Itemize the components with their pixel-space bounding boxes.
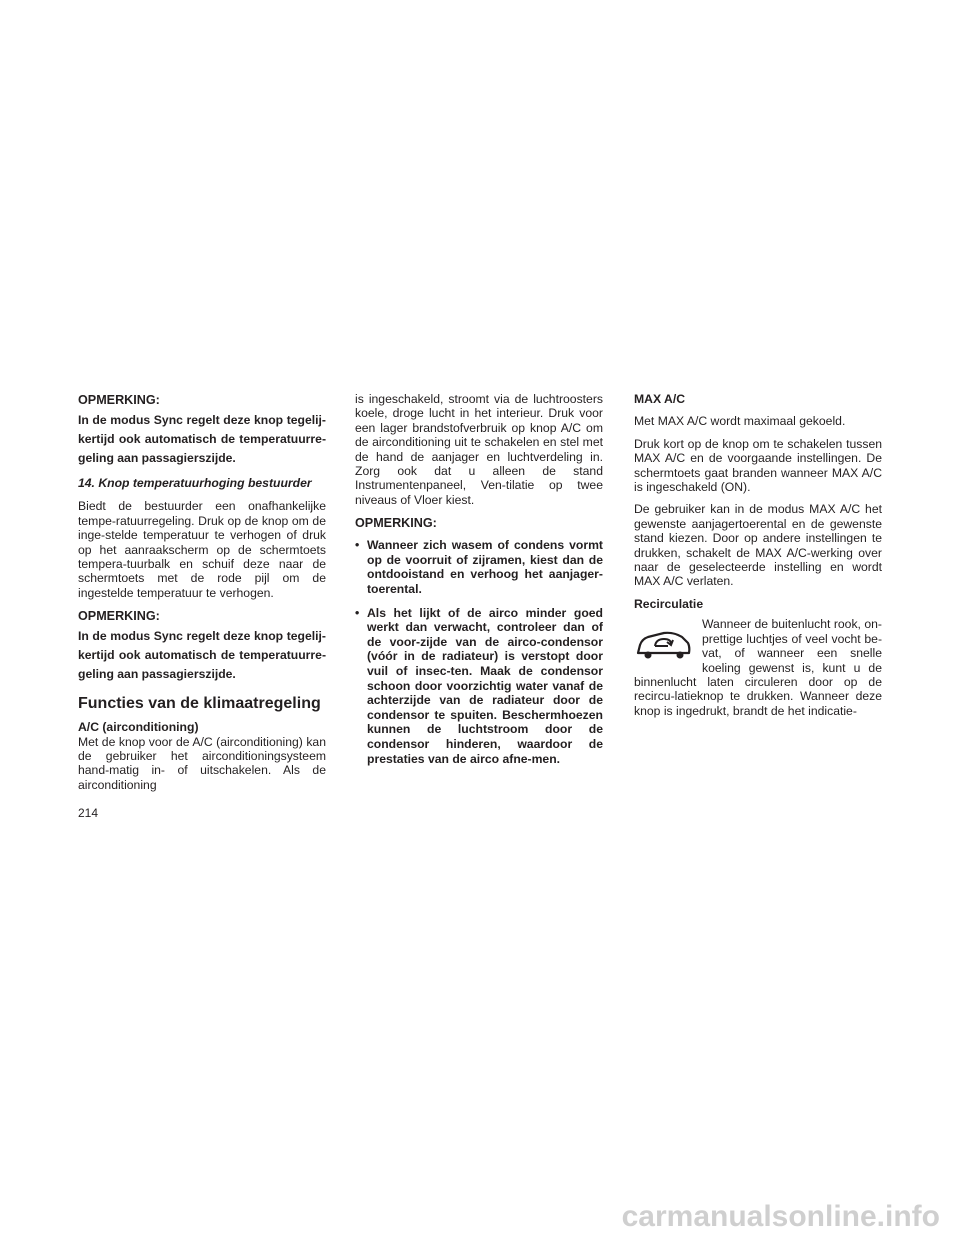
max-ac-paragraph: De gebruiker kan in de modus MAX A/C het gewenste aanjagertoerental en de gewenste stand kiezen. Door op andere instellingen te drukken, schakelt de MAX A/C-werking over naar de geselecteerde instelling en wordt MAX A/C verlaten.	[634, 502, 882, 589]
note-text: In de modus Sync regelt deze knop tegelij-kertijd ook automatisch de temperatuurre-geling aan passagierszijde.	[78, 413, 326, 465]
bullet-text: Wanneer zich wasem of condens vormt op de voorruit of zijramen, kiest dan de ontdooistand en verhoog het aanjager-toerental.	[367, 538, 603, 597]
column-1	[78, 392, 326, 800]
recirculation-text: Wanneer de buitenlucht rook, on-prettige luchtjes of veel vocht be-vat, of wanneer een snelle koeling gewenst is, kunt u de binnenlucht laten circuleren door op de recircu-latieknop te drukken. Wanneer deze knop is ingedrukt, brandt de het indicatie-	[634, 617, 882, 718]
column-2	[355, 392, 603, 775]
ac-heading: A/C (airconditioning)	[78, 720, 199, 735]
note-label: OPMERKING:	[78, 609, 160, 624]
column-3	[634, 392, 882, 718]
watermark: carmanualsonline.info	[621, 1200, 940, 1233]
max-ac-heading: MAX A/C	[634, 392, 686, 406]
note-label: OPMERKING:	[355, 516, 437, 531]
max-ac-paragraph: Druk kort op de knop om te schakelen tussen MAX A/C en de voorgaande instellingen. De schermtoets gaat branden wanneer MAX A/C is ingeschakeld (ON).	[634, 436, 882, 495]
recirculation-block	[634, 617, 882, 718]
note-label: OPMERKING:	[78, 393, 160, 407]
ac-paragraph: Met de knop voor de A/C (airconditioning) kan de gebruiker het airconditioningsysteem hand-matig in- of uitschakelen. Als de airconditioning	[78, 734, 326, 792]
note-text: In de modus Sync regelt deze knop tegelij-kertijd ook automatisch de temperatuurre-geling aan passagierszijde.	[78, 629, 326, 682]
max-ac-paragraph: Met MAX A/C wordt maximaal gekoeld.	[634, 414, 846, 429]
heading-temperature-increase-driver: 14. Knop temperatuurhoging bestuurder	[78, 476, 312, 490]
bullet-symbol: •	[355, 538, 360, 553]
bullet-text: Als het lijkt of de airco minder goed werkt dan verwacht, controleer dan of de voor-zijde van de airco-condensor (vóór in de radiateur) is verstopt door vuil of insec-ten. Maak de condensor schoon door voorzichtig water vanaf de achterzijde van de radiateur door de condensor te spuiten. Beschermhoezen kunnen de luchtstroom door de condensor hinderen, waardoor de prestaties van de airco afne-men.	[367, 605, 603, 766]
page-number: 214	[78, 806, 99, 820]
bullet-item	[355, 606, 603, 767]
section-title: Functies van de klimaatregeling	[78, 695, 321, 713]
recirculation-heading: Recirculatie	[634, 596, 704, 611]
ac-paragraph-continued: is ingeschakeld, stroomt via de luchtroosters koele, droge lucht in het interieur. Druk voor een lager brandstofverbruik op knop A/C om de airconditioning uit te schakelen en stel met de hand de aanjager en luchtverdeling in. Zorg ook dat u alleen de stand Instrumentenpaneel, Ven-tilatie op twee niveaus of Vloer kiest.	[355, 392, 603, 507]
bullet-item	[355, 538, 603, 596]
paragraph-temperature-increase: Biedt de bestuurder een onafhankelijke tempe-ratuurregeling. Druk op de knop om de inge-stelde temperatuur te verhogen of druk op het aanraakscherm op de schermtoets tempera-tuurbalk en schuif deze naar de schermtoets met de rode pijl om de ingestelde temperatuur te verhogen.	[78, 499, 326, 600]
recirculation-car-icon	[634, 623, 692, 665]
bullet-symbol: •	[355, 605, 360, 620]
